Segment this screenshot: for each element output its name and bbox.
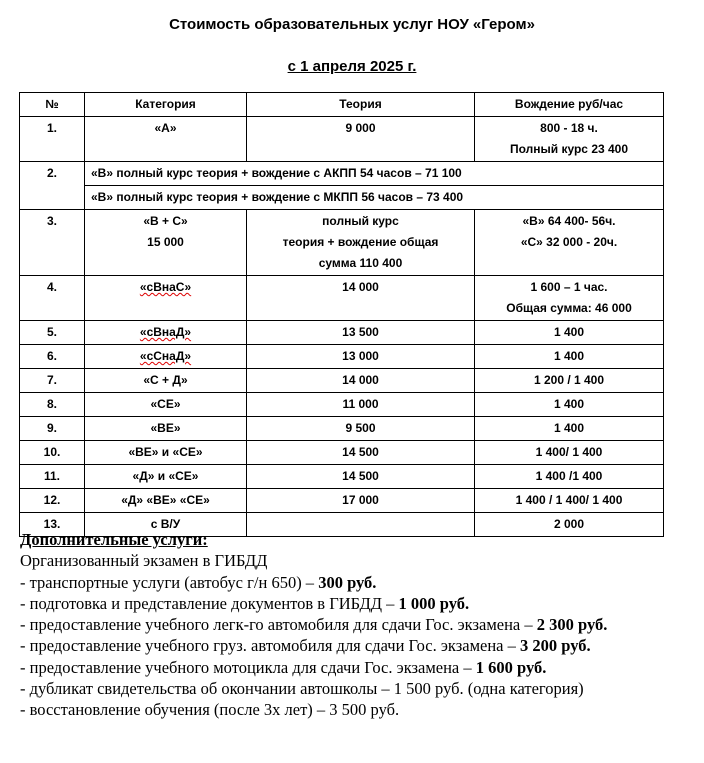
table-row bbox=[20, 465, 664, 489]
row-driving: «В» 64 400- 56ч. «С» 32 000 - 20ч. bbox=[475, 210, 664, 276]
table-row bbox=[20, 210, 664, 276]
row-theory: 14 500 bbox=[247, 465, 475, 489]
service-line: - дубликат свидетельства об окончании автошколы – 1 500 руб. (одна категория) bbox=[20, 679, 584, 699]
row-number: 1. bbox=[20, 117, 85, 162]
row-number: 13. bbox=[20, 513, 85, 537]
effective-date: с 1 апреля 2025 г. bbox=[287, 58, 417, 75]
service-line: - транспортные услуги (автобус г/н 650) – 300 руб. bbox=[20, 572, 377, 592]
header-category: Категория bbox=[85, 93, 247, 117]
row-number: 5. bbox=[20, 321, 85, 345]
row-full-course-automatic: «В» полный курс теория + вождение с АКПП 54 часов – 71 100 bbox=[85, 162, 664, 186]
table-row bbox=[20, 276, 664, 321]
row-driving: 2 000 bbox=[475, 513, 664, 537]
row-number: 2. bbox=[20, 162, 85, 210]
table-row bbox=[20, 186, 664, 210]
table-row bbox=[20, 117, 664, 162]
row-category: «сВнаД» bbox=[85, 321, 247, 345]
row-theory: 14 000 bbox=[247, 276, 475, 321]
row-category: «Д» и «СЕ» bbox=[85, 465, 247, 489]
service-line: - предоставление учебного груз. автомобиля для сдачи Гос. экзамена – 3 200 руб. bbox=[20, 636, 591, 656]
row-driving: 800 - 18 ч. Полный курс 23 400 bbox=[475, 117, 664, 162]
table-row bbox=[20, 369, 664, 393]
header-number: № bbox=[20, 93, 85, 117]
table-row bbox=[20, 345, 664, 369]
service-line: - восстановление обучения (после 3х лет) – 3 500 руб. bbox=[20, 700, 400, 720]
row-full-course-manual: «В» полный курс теория + вождение с МКПП 56 часов – 73 400 bbox=[85, 186, 664, 210]
row-category: «ВЕ» bbox=[85, 417, 247, 441]
table-row bbox=[20, 393, 664, 417]
header-theory: Теория bbox=[247, 93, 475, 117]
row-category: «С + Д» bbox=[85, 369, 247, 393]
row-category: «сСнаД» bbox=[85, 345, 247, 369]
row-theory: 9 000 bbox=[247, 117, 475, 162]
service-line: - предоставление учебного мотоцикла для сдачи Гос. экзамена – 1 600 руб. bbox=[20, 657, 547, 677]
row-driving: 1 400 /1 400 bbox=[475, 465, 664, 489]
additional-services bbox=[20, 529, 607, 721]
row-number: 4. bbox=[20, 276, 85, 321]
row-theory: 13 000 bbox=[247, 345, 475, 369]
row-theory: 14 500 bbox=[247, 441, 475, 465]
row-number: 6. bbox=[20, 345, 85, 369]
row-category: «Д» «ВЕ» «СЕ» bbox=[85, 489, 247, 513]
table-row bbox=[20, 441, 664, 465]
row-number: 8. bbox=[20, 393, 85, 417]
row-number: 3. bbox=[20, 210, 85, 276]
table-row bbox=[20, 162, 664, 186]
row-category: «ВЕ» и «СЕ» bbox=[85, 441, 247, 465]
row-category: с В/У bbox=[85, 513, 247, 537]
price-table bbox=[19, 92, 664, 537]
row-theory: 9 500 bbox=[247, 417, 475, 441]
row-category: «В + С» 15 000 bbox=[85, 210, 247, 276]
row-number: 7. bbox=[20, 369, 85, 393]
row-driving: 1 400/ 1 400 bbox=[475, 441, 664, 465]
table-header-row bbox=[20, 93, 664, 117]
row-driving: 1 400 bbox=[475, 417, 664, 441]
service-line: - подготовка и представление документов в ГИБДД – 1 000 руб. bbox=[20, 593, 470, 613]
row-driving: 1 400 bbox=[475, 393, 664, 417]
row-theory: 13 500 bbox=[247, 321, 475, 345]
row-driving: 1 200 / 1 400 bbox=[475, 369, 664, 393]
additional-services-heading: Дополнительные услуги: bbox=[20, 530, 208, 549]
row-number: 9. bbox=[20, 417, 85, 441]
row-theory: 17 000 bbox=[247, 489, 475, 513]
row-driving: 1 400 bbox=[475, 345, 664, 369]
row-category: «СЕ» bbox=[85, 393, 247, 417]
row-theory: полный курс теория + вождение общая сумма 110 400 bbox=[247, 210, 475, 276]
row-theory: 14 000 bbox=[247, 369, 475, 393]
row-number: 10. bbox=[20, 441, 85, 465]
header-driving: Вождение руб/час bbox=[475, 93, 664, 117]
row-category: «А» bbox=[85, 117, 247, 162]
row-theory: 11 000 bbox=[247, 393, 475, 417]
service-line: - предоставление учебного легк-го автомобиля для сдачи Гос. экзамена – 2 300 руб. bbox=[20, 615, 608, 635]
table-row bbox=[20, 321, 664, 345]
row-driving: 1 600 – 1 час. Общая сумма: 46 000 bbox=[475, 276, 664, 321]
row-driving: 1 400 bbox=[475, 321, 664, 345]
service-line: Организованный экзамен в ГИБДД bbox=[20, 551, 268, 571]
table-row bbox=[20, 417, 664, 441]
row-category: «сВнаС» bbox=[85, 276, 247, 321]
table-row bbox=[20, 489, 664, 513]
row-number: 11. bbox=[20, 465, 85, 489]
document-title: Стоимость образовательных услуг НОУ «Гером» bbox=[169, 16, 535, 33]
row-driving: 1 400 / 1 400/ 1 400 bbox=[475, 489, 664, 513]
row-number: 12. bbox=[20, 489, 85, 513]
